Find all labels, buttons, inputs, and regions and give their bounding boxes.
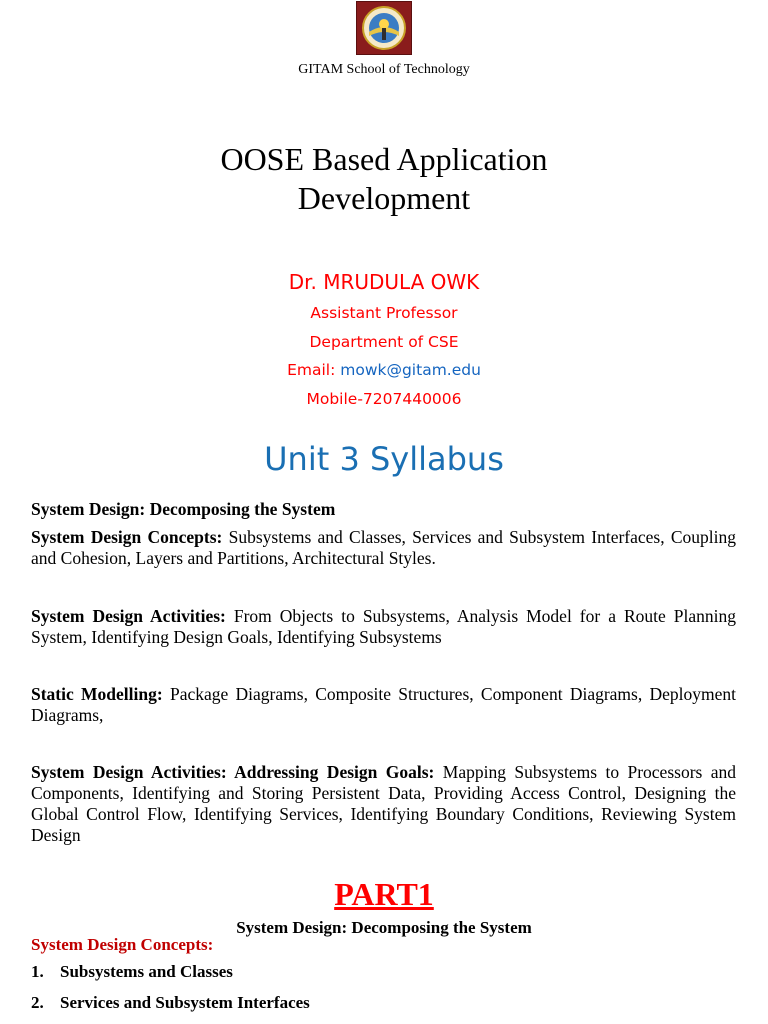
syllabus-item <box>31 762 736 846</box>
part-heading: PART1 <box>334 876 434 912</box>
syllabus-item-text: From Objects to Subsystems, Analysis Model for a Route Planning System, Identifying Design Goals, Identifying Subsystems <box>31 606 736 647</box>
syllabus-heading: Unit 3 Syllabus <box>264 440 504 478</box>
title-line-1: OOSE Based Application <box>220 141 548 177</box>
institution-name: GITAM School of Technology <box>298 62 470 77</box>
syllabus-intro-text: System Design: Decomposing the System <box>31 499 336 519</box>
part-subheading: System Design: Decomposing the System <box>236 918 532 937</box>
author-name: Dr. MRUDULA OWK <box>288 270 480 294</box>
syllabus-item-text: Subsystems and Classes, Services and Subsystem Interfaces, Coupling and Cohesion, Layers and Partitions, Architectural Styles. <box>31 527 736 568</box>
email-link[interactable]: mowk@gitam.edu <box>340 361 481 379</box>
list-item <box>31 993 310 1024</box>
syllabus-item-label: System Design Concepts: <box>31 527 223 547</box>
author-mobile: Mobile-7207440006 <box>306 390 462 408</box>
gitam-logo <box>356 1 412 55</box>
author-department: Department of CSE <box>309 333 459 351</box>
syllabus-item-label: Static Modelling: <box>31 684 163 704</box>
list-item-number: 1. <box>31 962 44 981</box>
concepts-label: System Design Concepts: <box>31 935 214 954</box>
syllabus-item <box>31 527 736 569</box>
email-label: Email: <box>287 361 341 379</box>
list-item <box>31 962 310 993</box>
syllabus-item-label: System Design Activities: <box>31 606 226 626</box>
author-role: Assistant Professor <box>310 304 458 322</box>
list-item-text: Services and Subsystem Interfaces <box>60 993 310 1012</box>
syllabus-item <box>31 684 736 726</box>
document-title <box>0 140 768 218</box>
syllabus-item-text: Package Diagrams, Composite Structures, Component Diagrams, Deployment Diagrams, <box>31 684 736 725</box>
author-email-line <box>0 361 768 379</box>
list-item-number: 2. <box>31 993 44 1012</box>
title-line-2: Development <box>297 180 471 216</box>
list-item-text: Subsystems and Classes <box>60 962 233 981</box>
topic-list <box>31 962 310 1024</box>
syllabus-item <box>31 606 736 648</box>
syllabus-item-label: System Design Activities: Addressing Design Goals: <box>31 762 435 782</box>
syllabus-intro <box>31 499 736 520</box>
syllabus-item-text: Mapping Subsystems to Processors and Components, Identifying and Storing Persistent Data, Providing Access Control, Designing the Global Control Flow, Identifying Services, Identifying Boundary Conditions, Reviewing System Design <box>31 762 736 845</box>
